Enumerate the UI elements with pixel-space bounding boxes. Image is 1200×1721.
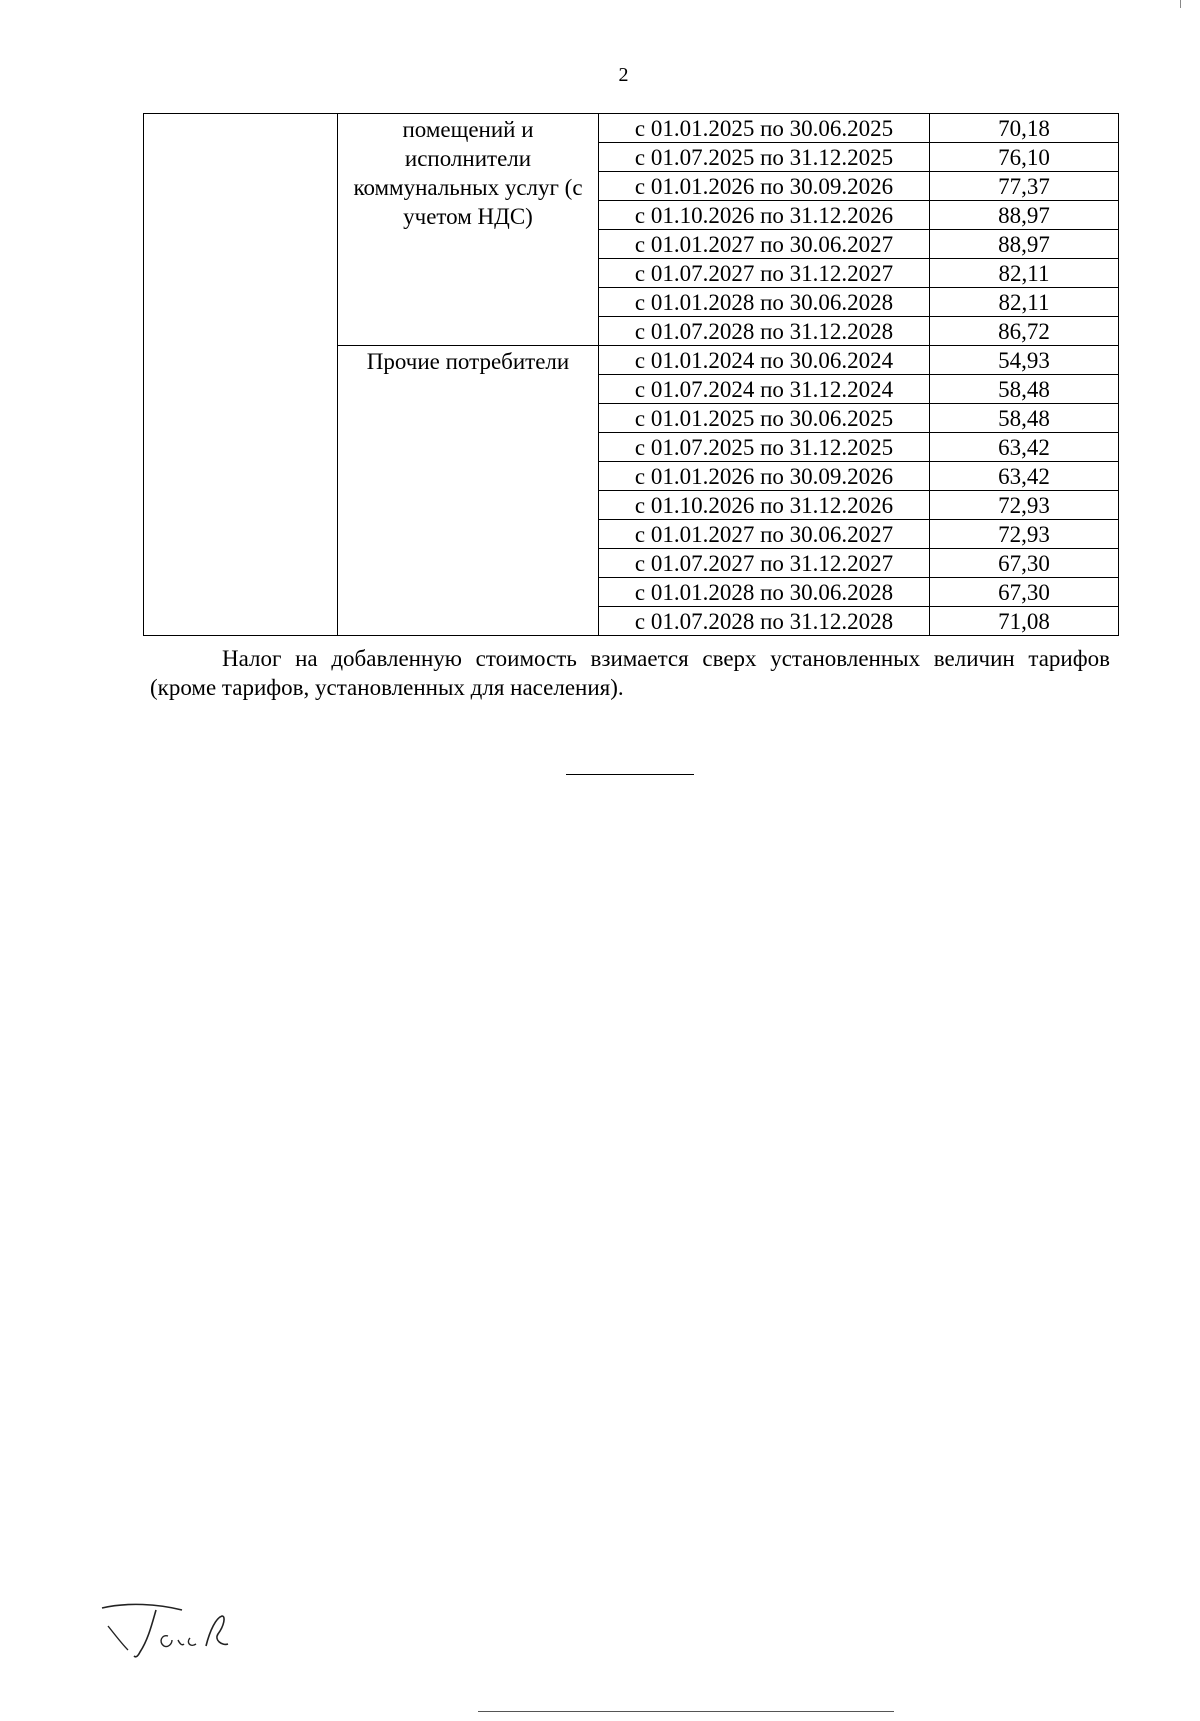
period-cell: с 01.07.2025 по 31.12.2025 [599, 433, 930, 462]
period-cell: с 01.07.2024 по 31.12.2024 [599, 375, 930, 404]
tariff-value-cell: 54,93 [930, 346, 1119, 375]
period-cell: с 01.01.2025 по 30.06.2025 [599, 404, 930, 433]
signature-icon [98, 1600, 248, 1670]
tariff-value-cell: 72,93 [930, 520, 1119, 549]
tariff-value-cell: 67,30 [930, 549, 1119, 578]
tariff-table-body [144, 114, 1119, 636]
tariff-value-cell: 58,48 [930, 375, 1119, 404]
consumer-category: помещений и исполнители коммунальных услуг (с учетом НДС) [338, 114, 599, 346]
period-cell: с 01.07.2028 по 31.12.2028 [599, 317, 930, 346]
period-cell: с 01.01.2028 по 30.06.2028 [599, 578, 930, 607]
tariff-value-cell: 86,72 [930, 317, 1119, 346]
tariff-value-cell: 82,11 [930, 288, 1119, 317]
bottom-rule [478, 1711, 894, 1712]
tariff-value-cell: 72,93 [930, 491, 1119, 520]
period-cell: с 01.01.2025 по 30.06.2025 [599, 114, 930, 143]
period-cell: с 01.10.2026 по 31.12.2026 [599, 491, 930, 520]
tariff-value-cell: 63,42 [930, 433, 1119, 462]
period-cell: с 01.07.2027 по 31.12.2027 [599, 259, 930, 288]
period-cell: с 01.01.2027 по 30.06.2027 [599, 230, 930, 259]
tariff-value-cell: 76,10 [930, 143, 1119, 172]
vat-note: Налог на добавленную стоимость взимается сверх установленных величин тарифов (кроме тарифов, установленных для населения). [150, 646, 1110, 700]
tariff-value-cell: 71,08 [930, 607, 1119, 636]
page-number: 2 [618, 64, 629, 86]
scan-corner-mark [1180, 0, 1181, 8]
period-cell: с 01.07.2028 по 31.12.2028 [599, 607, 930, 636]
tariff-value-cell: 88,97 [930, 201, 1119, 230]
period-cell: с 01.07.2027 по 31.12.2027 [599, 549, 930, 578]
table-row [144, 114, 1119, 143]
period-cell: с 01.07.2025 по 31.12.2025 [599, 143, 930, 172]
period-cell: с 01.01.2026 по 30.09.2026 [599, 172, 930, 201]
tariff-value-cell: 58,48 [930, 404, 1119, 433]
period-cell: с 01.01.2027 по 30.06.2027 [599, 520, 930, 549]
tariff-value-cell: 67,30 [930, 578, 1119, 607]
tariff-value-cell: 82,11 [930, 259, 1119, 288]
tariff-value-cell: 63,42 [930, 462, 1119, 491]
period-cell: с 01.01.2024 по 30.06.2024 [599, 346, 930, 375]
tariff-value-cell: 70,18 [930, 114, 1119, 143]
period-cell: с 01.01.2026 по 30.09.2026 [599, 462, 930, 491]
period-cell: с 01.10.2026 по 31.12.2026 [599, 201, 930, 230]
period-cell: с 01.01.2028 по 30.06.2028 [599, 288, 930, 317]
handwritten-signature [98, 1600, 248, 1675]
separator-line [566, 774, 694, 775]
tariff-table [143, 113, 1119, 636]
empty-first-column [144, 114, 338, 636]
consumer-category: Прочие потребители [338, 346, 599, 636]
tariff-value-cell: 77,37 [930, 172, 1119, 201]
tariff-value-cell: 88,97 [930, 230, 1119, 259]
